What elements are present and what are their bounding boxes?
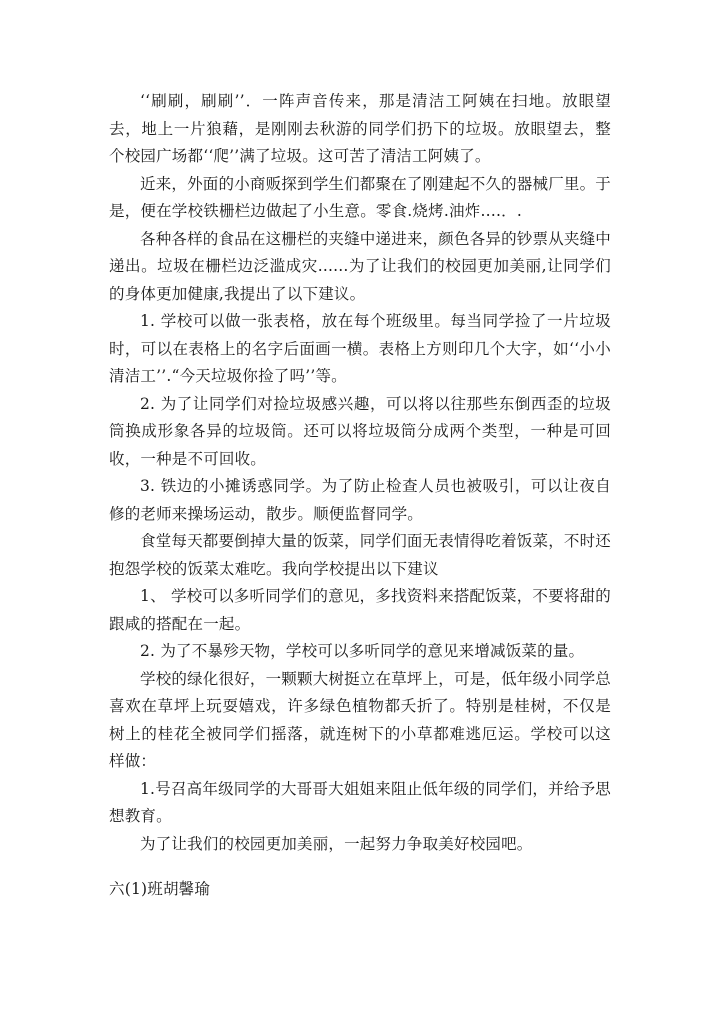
paragraph-1: ‘‘刷刷，刷刷’’．一阵声音传来，那是清洁工阿姨在扫地。放眼望去，地上一片狼藉，是刚刚去秋游的同学们扔下的垃圾。放眼望去，整个校园广场都‘‘爬’’满了垃圾。这可苦了清洁工阿姨了。 [109, 92, 611, 165]
paragraph-12: 为了让我们的校园更加美丽，一起努力争取美好校园吧。 [140, 834, 533, 853]
paragraph-4: 1. 学校可以做一张表格，放在每个班级里。每当同学捡了一片垃圾时，可以在表格上的名字后面画一横。表格上方则印几个大字，如‘‘小小清洁工’’.“今天垃圾你捡了吗’’等。 [109, 312, 611, 385]
author-signature: 六(1)班胡馨瑜 [109, 880, 211, 898]
paragraph-7: 食堂每天都要倒掉大量的饭菜，同学们面无表情得吃着饭菜，不时还抱怨学校的饭菜太难吃。我向学校提出以下建议 [109, 532, 612, 578]
paragraph-8: 1、 学校可以多听同学们的意见，多找资料来搭配饭菜，不要将甜的跟咸的搭配在一起。 [109, 587, 611, 633]
paragraph-10: 学校的绿化很好，一颗颗大树挺立在草坪上，可是，低年级小同学总喜欢在草坪上玩耍嬉戏，许多绿色植物都夭折了。特别是桂树，不仅是树上的桂花全被同学们摇落，就连树下的小草都难逃厄运。学校可以这样做： [109, 669, 612, 770]
paragraph-11: 1.号召高年级同学的大哥哥大姐姐来阻止低年级的同学们，并给予思想教育。 [109, 779, 611, 825]
paragraph-2: 近来，外面的小商贩探到学生们都聚在了刚建起不久的器械厂里。于是，便在学校铁栅栏边做起了小生意。零食.烧烤.油炸….．. [109, 174, 612, 220]
essay-body [109, 88, 611, 858]
paragraph-3: 各种各样的食品在这栅栏的夹缝中递进来，颜色各异的钞票从夹缝中递出。垃圾在栅栏边泛滥成灾......为了让我们的校园更加美丽,让同学们的身体更加健康,我提出了以下建议。 [109, 229, 612, 303]
paragraph-9: 2. 为了不暴殄天物，学校可以多听同学的意见来增减饭菜的量。 [140, 642, 585, 660]
paragraph-6: 3. 铁边的小摊诱惑同学。为了防止检查人员也被吸引，可以让夜自修的老师来操场运动，散步。顺便监督同学。 [109, 477, 611, 523]
paragraph-5: 2. 为了让同学们对捡垃圾感兴趣，可以将以往那些东倒西歪的垃圾筒换成形象各异的垃圾筒。还可以将垃圾筒分成两个类型，一种是可回收，一种是不可回收。 [109, 394, 611, 468]
